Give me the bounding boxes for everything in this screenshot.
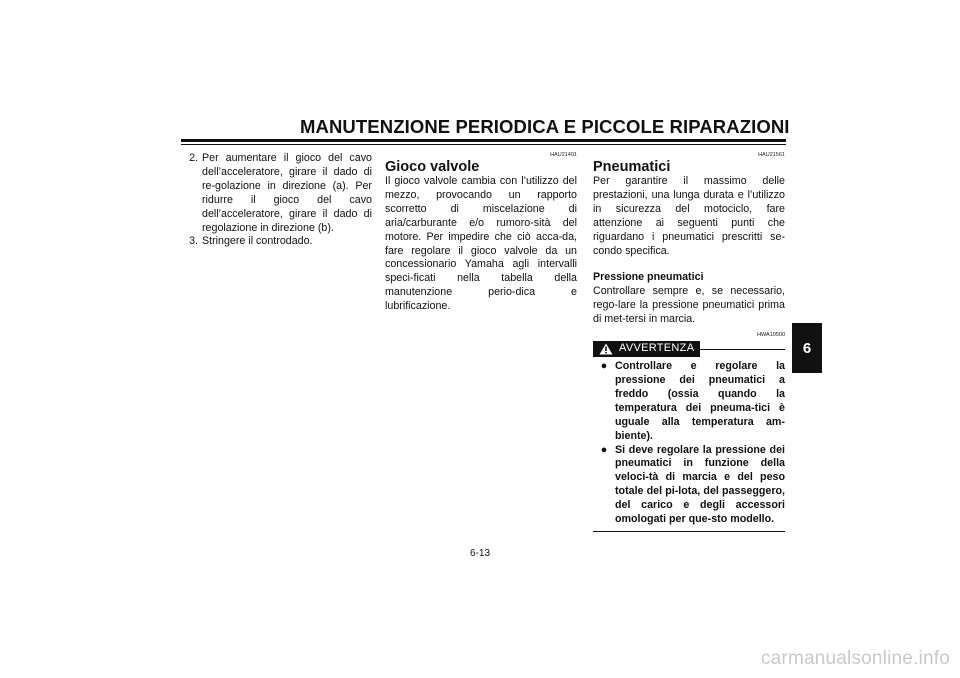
warning-triangle-icon: [599, 343, 613, 355]
step-number: 2.: [189, 152, 198, 164]
page-title: MANUTENZIONE PERIODICA E PICCOLE RIPARAZIONI: [300, 116, 790, 137]
warning-rule: [700, 349, 785, 350]
step-item: [181, 235, 372, 249]
bullet-icon: ●: [600, 360, 608, 373]
watermark: carmanualsonline.info: [760, 648, 950, 669]
section-code: HAU21561: [758, 152, 785, 158]
bullet-icon: ●: [600, 443, 608, 456]
page-number: 6-13: [469, 548, 490, 559]
warning-item: [593, 360, 785, 443]
step-text: Stringere il controdado.: [202, 235, 313, 248]
warning-label: AVVERTENZA: [619, 342, 695, 355]
header-rule-thick: [181, 139, 786, 142]
section-code: HAU21401: [550, 152, 577, 158]
left-column: [181, 152, 372, 249]
step-text: Per aumentare il gioco del cavo dell’acceleratore, girare il dado di re-golazione in direzione (a). Per ridurre il gioco del cavo dell’acceleratore, girare il dado di regolazione in direzione (b).: [202, 152, 372, 234]
warning-badge: [593, 341, 700, 357]
subsection-body: Controllare sempre e, se necessario, rego-lare la pressione pneumatici prima di met-tersi in marcia.: [593, 285, 785, 326]
warning-end-rule: [593, 531, 785, 532]
section-body: Per garantire il massimo delle prestazioni, una lunga durata e l’utilizzo in sicurezza del motociclo, fare attenzione ai seguenti punti che riguardano i pneumatici prescritti se-condo specifica.: [593, 175, 785, 257]
subheading: Pressione pneumatici: [593, 271, 704, 284]
warning-list: [593, 360, 785, 527]
header-rule-thin: [181, 144, 786, 145]
warning-item: [593, 444, 785, 527]
tires-section: [593, 152, 785, 532]
warning-code: HWA10500: [757, 332, 785, 339]
warning-header: [593, 341, 785, 357]
section-body: Il gioco valvole cambia con l’utilizzo del mezzo, provocando un rapporto scorretto di miscelazione di aria/carburante e/o rumoro-sità del motore. Per impedire che ciò acca-da, fare regolare il gioco valvole da un concessionario Yamaha agli intervalli speci-ficati nella tabella della manutenzione perio-dica e lubrificazione.: [385, 175, 577, 313]
section-title: Pneumatici: [593, 159, 671, 175]
valve-section: [385, 152, 577, 314]
step-number: 3.: [189, 235, 198, 248]
warning-text: Controllare e regolare la pressione dei pneumatici a freddo (ossia quando la temperatura dei pneuma-tici è uguale alla temperatura am-biente).: [615, 360, 785, 442]
step-item: [181, 152, 372, 235]
chapter-tab: 6: [792, 323, 822, 373]
warning-text: Si deve regolare la pressione dei pneumatici in funzione della veloci-tà di marcia e del peso totale del pi-lota, del passeggero, del carico e degli accessori omologati per que-sto modello.: [615, 443, 785, 526]
section-title: Gioco valvole: [385, 159, 480, 175]
